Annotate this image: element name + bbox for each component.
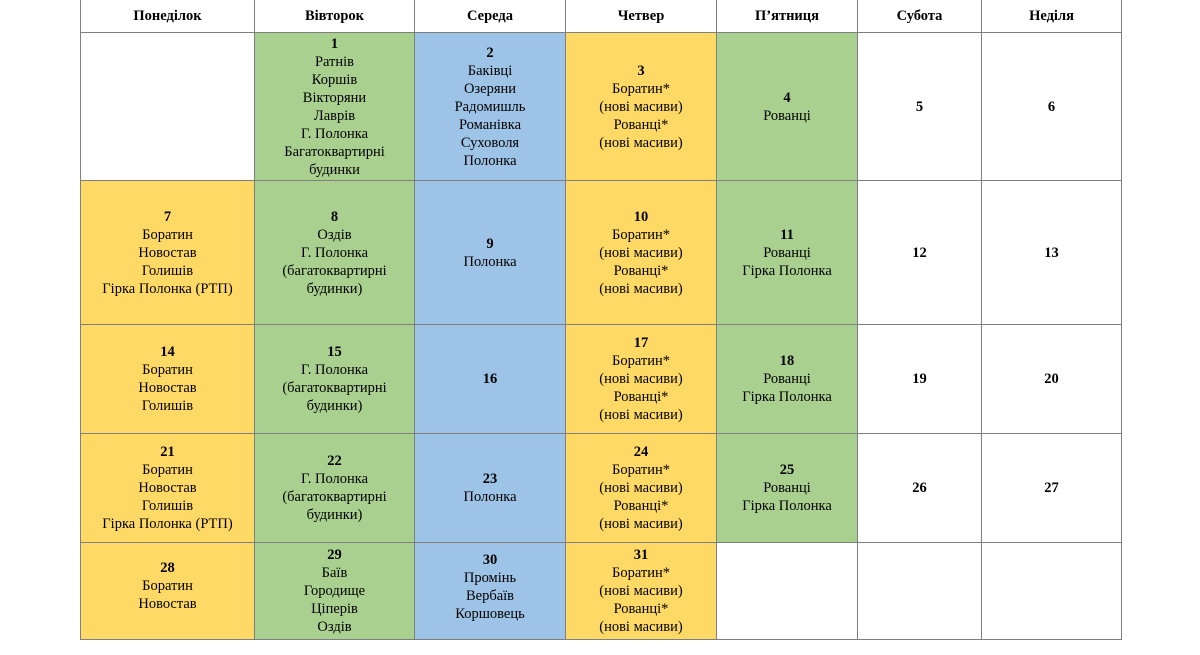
village-name: Гірка Полонка (РТП) — [102, 280, 233, 297]
village-name: Лаврів — [313, 107, 356, 124]
day-cell-content — [982, 540, 1121, 642]
village-name: (нові масиви) — [599, 134, 683, 151]
day-cell-saturday — [858, 33, 982, 181]
village-name: (нові масиви) — [599, 371, 683, 387]
village-name: Новостав — [138, 380, 197, 396]
day-number: 18 — [779, 353, 795, 369]
day-number: 4 — [783, 89, 791, 106]
day-cell-sunday — [982, 33, 1122, 181]
week-row — [81, 181, 1122, 325]
village-name: Рованці — [763, 371, 811, 387]
header-row — [81, 0, 1122, 33]
village-name: Боратин* — [612, 80, 670, 97]
village-name: (багатоквартирні — [282, 489, 387, 505]
day-cell-content — [717, 434, 857, 542]
village-name: (нові масиви) — [599, 619, 683, 635]
day-number: 21 — [160, 444, 175, 460]
village-name: Гірка Полонка — [742, 498, 832, 514]
day-number: 7 — [163, 208, 172, 225]
village-name: Гірка Полонка — [742, 389, 832, 405]
day-cell-content — [717, 33, 857, 180]
day-number: 17 — [633, 335, 649, 351]
day-cell-saturday — [858, 434, 982, 543]
day-cell-tuesday — [255, 543, 415, 640]
day-cell-monday — [81, 543, 255, 640]
village-name: Голишів — [141, 398, 194, 414]
village-name: Рованці* — [613, 389, 669, 405]
village-name: Рованці — [763, 107, 811, 124]
day-cell-tuesday — [255, 33, 415, 181]
village-name: Багатоквартирні — [284, 143, 385, 160]
village-name: Боратин — [142, 362, 193, 378]
village-name: Голишів — [141, 262, 194, 279]
village-name: будинки) — [306, 280, 363, 297]
week-row — [81, 325, 1122, 434]
village-name: Коршовець — [455, 605, 525, 622]
day-cell-content — [982, 325, 1121, 433]
village-name: Ратнів — [314, 53, 355, 70]
day-number: 11 — [780, 226, 794, 243]
day-cell-thursday — [566, 181, 717, 325]
village-name: Городище — [303, 583, 366, 599]
day-cell-content — [717, 325, 857, 433]
day-cell-content — [858, 540, 981, 642]
day-number: 22 — [327, 453, 342, 469]
day-number: 8 — [330, 208, 339, 225]
village-name: Озеряни — [463, 80, 517, 97]
village-name: (нові масиви) — [599, 98, 683, 115]
collection-schedule-calendar — [80, 0, 1122, 640]
village-name: Новостав — [138, 244, 197, 261]
village-name: Боратин — [142, 226, 193, 243]
day-number: 3 — [637, 62, 645, 79]
header-friday: П’ятниця — [717, 0, 858, 33]
day-cell-content — [566, 540, 716, 642]
village-name: Вербаїв — [465, 587, 515, 604]
village-name: Коршів — [311, 71, 358, 88]
day-cell-content — [415, 33, 565, 180]
day-number: 15 — [327, 344, 342, 360]
day-number: 28 — [160, 560, 175, 576]
village-name: (нові масиви) — [599, 480, 683, 496]
day-cell-content — [566, 325, 716, 433]
day-cell-monday — [81, 325, 255, 434]
day-cell-thursday — [566, 33, 717, 181]
day-cell-saturday — [858, 181, 982, 325]
day-cell-content — [982, 33, 1121, 180]
day-cell-sunday — [982, 434, 1122, 543]
day-cell-content — [858, 181, 981, 324]
header-monday: Понеділок — [81, 0, 255, 33]
day-number: 2 — [486, 44, 494, 61]
day-number: 6 — [1047, 98, 1056, 115]
day-cell-friday — [717, 434, 858, 543]
day-cell-thursday — [566, 434, 717, 543]
village-name: (нові масиви) — [599, 516, 683, 532]
day-number: 27 — [1044, 480, 1059, 496]
header-sunday: Неділя — [982, 0, 1122, 33]
header-tuesday: Вівторок — [255, 0, 415, 33]
day-cell-friday — [717, 181, 858, 325]
village-name: (нові масиви) — [599, 407, 683, 423]
day-number: 10 — [633, 208, 649, 225]
day-cell-thursday — [566, 543, 717, 640]
village-name: будинки) — [306, 398, 363, 414]
header-thursday: Четвер — [566, 0, 717, 33]
day-cell-monday — [81, 181, 255, 325]
village-name: (багатоквартирні — [282, 380, 387, 396]
day-cell-content — [81, 527, 254, 655]
day-number: 23 — [482, 471, 498, 487]
week-row — [81, 33, 1122, 181]
day-number: 1 — [330, 35, 339, 52]
village-name: Боратин* — [612, 226, 670, 243]
village-name: Рованці* — [613, 116, 669, 133]
day-number: 5 — [915, 98, 924, 115]
village-name: Радомишль — [454, 98, 526, 115]
day-cell-content — [255, 181, 414, 324]
day-number: 30 — [482, 551, 498, 568]
village-name: (нові масиви) — [599, 280, 683, 297]
day-cell-friday — [717, 543, 858, 640]
day-cell-tuesday — [255, 434, 415, 543]
village-name: Боратин* — [612, 462, 670, 478]
village-name: Баїв — [321, 565, 348, 581]
village-name: Ціперів — [311, 601, 358, 617]
village-name: Г. Полонка — [300, 125, 369, 142]
day-cell-content — [982, 434, 1121, 542]
day-cell-wednesday — [415, 325, 566, 434]
day-cell-monday — [81, 434, 255, 543]
day-cell-tuesday — [255, 325, 415, 434]
day-cell-content — [81, 33, 254, 180]
day-number: 26 — [912, 480, 927, 496]
village-name: Г. Полонка — [300, 362, 369, 378]
day-number: 12 — [912, 244, 927, 261]
village-name: Новостав — [138, 480, 197, 496]
day-cell-wednesday — [415, 434, 566, 543]
day-cell-wednesday — [415, 543, 566, 640]
day-cell-sunday — [982, 181, 1122, 325]
header-saturday: Субота — [858, 0, 982, 33]
village-name: Романівка — [458, 116, 522, 133]
day-number: 13 — [1044, 244, 1059, 261]
day-cell-content — [415, 325, 565, 433]
day-cell-content — [255, 325, 414, 433]
day-cell-content — [255, 434, 414, 542]
day-cell-content — [982, 181, 1121, 324]
header-wednesday: Середа — [415, 0, 566, 33]
day-cell-content — [415, 181, 565, 324]
village-name: Оздів — [317, 619, 352, 635]
village-name: Гірка Полонка (РТП) — [102, 516, 233, 532]
village-name: Боратин* — [612, 353, 670, 369]
village-name: Рованці* — [613, 498, 669, 514]
village-name: Полонка — [463, 489, 517, 505]
day-cell-content — [255, 33, 414, 180]
day-cell-content — [415, 434, 565, 542]
day-cell-content — [858, 434, 981, 542]
village-name: Рованці — [763, 244, 811, 261]
village-name: Полонка — [463, 152, 517, 169]
day-number: 14 — [160, 344, 175, 360]
village-name: Полонка — [463, 253, 517, 270]
day-number: 24 — [633, 444, 649, 460]
village-name: (нові масиви) — [599, 244, 683, 261]
day-cell-content — [81, 325, 254, 433]
village-name: Боратин — [142, 578, 193, 594]
village-name: Боратин* — [612, 565, 670, 581]
day-cell-content — [81, 434, 254, 542]
day-number: 31 — [633, 547, 649, 563]
village-name: Оздів — [317, 226, 352, 243]
day-cell-monday — [81, 33, 255, 181]
day-cell-tuesday — [255, 181, 415, 325]
day-cell-content — [858, 325, 981, 433]
day-cell-sunday — [982, 325, 1122, 434]
week-row — [81, 543, 1122, 640]
village-name: будинки — [309, 161, 360, 178]
day-number: 20 — [1044, 371, 1059, 387]
village-name: будинки) — [306, 507, 363, 523]
village-name: (багатоквартирні — [282, 262, 387, 279]
day-number: 9 — [486, 235, 494, 252]
day-cell-content — [255, 540, 414, 642]
day-cell-thursday — [566, 325, 717, 434]
village-name: Г. Полонка — [300, 471, 369, 487]
day-cell-wednesday — [415, 33, 566, 181]
village-name: Боратин — [142, 462, 193, 478]
village-name: (нові масиви) — [599, 583, 683, 599]
village-name: Новостав — [138, 596, 197, 612]
village-name: Вікторяни — [302, 89, 367, 106]
village-name: Промінь — [463, 569, 517, 586]
village-name: Г. Полонка — [300, 244, 369, 261]
day-cell-content — [566, 434, 716, 542]
village-name: Рованці* — [613, 262, 669, 279]
village-name: Голишів — [141, 498, 194, 514]
day-number: 29 — [327, 547, 342, 563]
day-cell-friday — [717, 325, 858, 434]
day-cell-content — [566, 181, 716, 324]
day-number: 16 — [482, 371, 498, 387]
day-cell-content — [566, 33, 716, 180]
day-number: 19 — [912, 371, 927, 387]
village-name: Суховоля — [460, 134, 520, 151]
day-cell-wednesday — [415, 181, 566, 325]
village-name: Гірка Полонка — [742, 262, 832, 279]
day-cell-sunday — [982, 543, 1122, 640]
day-cell-content — [717, 540, 857, 642]
day-cell-friday — [717, 33, 858, 181]
day-cell-saturday — [858, 325, 982, 434]
day-number: 25 — [779, 462, 795, 478]
village-name: Рованці — [763, 480, 811, 496]
day-cell-content — [858, 33, 981, 180]
day-cell-content — [717, 181, 857, 324]
village-name: Баківці — [467, 62, 513, 79]
day-cell-content — [81, 181, 254, 324]
day-cell-saturday — [858, 543, 982, 640]
village-name: Рованці* — [613, 601, 669, 617]
